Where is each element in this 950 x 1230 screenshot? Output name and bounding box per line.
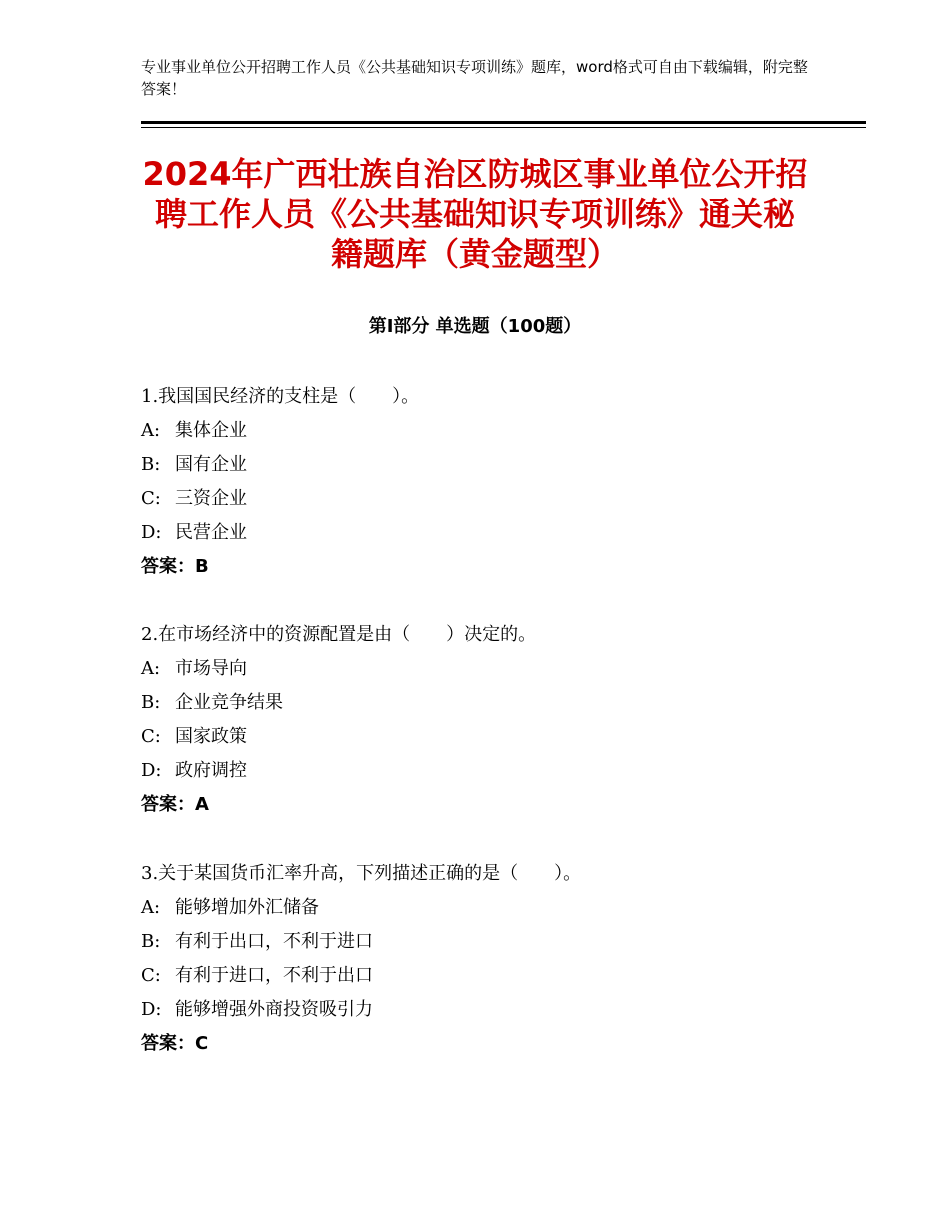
question-stem: 2.在市场经济中的资源配置是由（ ）决定的。 <box>141 624 537 645</box>
question-3 <box>141 861 861 1065</box>
option-c <box>141 486 861 520</box>
option-letter: D: <box>141 522 162 543</box>
option-text: 能够增加外汇储备 <box>175 897 319 918</box>
option-text: 国有企业 <box>175 454 247 475</box>
option-a <box>141 656 861 690</box>
option-letter: B: <box>141 692 161 713</box>
option-letter: A: <box>141 897 161 918</box>
option-letter: A: <box>141 658 161 679</box>
question-stem: 1.我国国民经济的支柱是（ ）。 <box>141 386 420 407</box>
option-letter: C: <box>141 965 161 986</box>
option-b <box>141 929 861 963</box>
question-stem: 3.关于某国货币汇率升高，下列描述正确的是（ ）。 <box>141 863 582 884</box>
header-divider-thin <box>141 127 866 128</box>
answer: 答案：C <box>141 1033 209 1054</box>
option-text: 民营企业 <box>175 522 247 543</box>
option-letter: D: <box>141 760 162 781</box>
option-text: 能够增强外商投资吸引力 <box>175 999 373 1020</box>
option-letter: C: <box>141 726 161 747</box>
option-d <box>141 520 861 554</box>
answer: 答案：A <box>141 794 209 815</box>
option-c <box>141 724 861 758</box>
option-b <box>141 690 861 724</box>
option-text: 有利于出口，不利于进口 <box>175 931 373 952</box>
option-text: 国家政策 <box>175 726 247 747</box>
option-a <box>141 895 861 929</box>
header-divider-thick <box>141 121 866 124</box>
option-letter: A: <box>141 420 161 441</box>
option-b <box>141 452 861 486</box>
option-d <box>141 997 861 1031</box>
section-title: 第Ⅰ部分 单选题（100题） <box>368 316 582 337</box>
option-text: 有利于进口，不利于出口 <box>175 965 373 986</box>
option-d <box>141 758 861 792</box>
option-text: 市场导向 <box>175 658 247 679</box>
option-text: 企业竞争结果 <box>175 692 283 713</box>
option-c <box>141 963 861 997</box>
option-letter: D: <box>141 999 162 1020</box>
option-letter: B: <box>141 454 161 475</box>
document-title: 2024年广西壮族自治区防城区事业单位公开招聘工作人员《公共基础知识专项训练》通关秘籍题库（黄金题型） <box>142 155 808 273</box>
option-text: 政府调控 <box>175 760 247 781</box>
option-letter: C: <box>141 488 161 509</box>
header-note: 专业事业单位公开招聘工作人员《公共基础知识专项训练》题库，word格式可自由下载编辑，附完整答案！ <box>141 58 808 98</box>
option-letter: B: <box>141 931 161 952</box>
question-2 <box>141 622 861 826</box>
option-text: 三资企业 <box>175 488 247 509</box>
option-text: 集体企业 <box>175 420 247 441</box>
option-a <box>141 418 861 452</box>
answer: 答案：B <box>141 556 209 577</box>
question-1 <box>141 384 861 588</box>
